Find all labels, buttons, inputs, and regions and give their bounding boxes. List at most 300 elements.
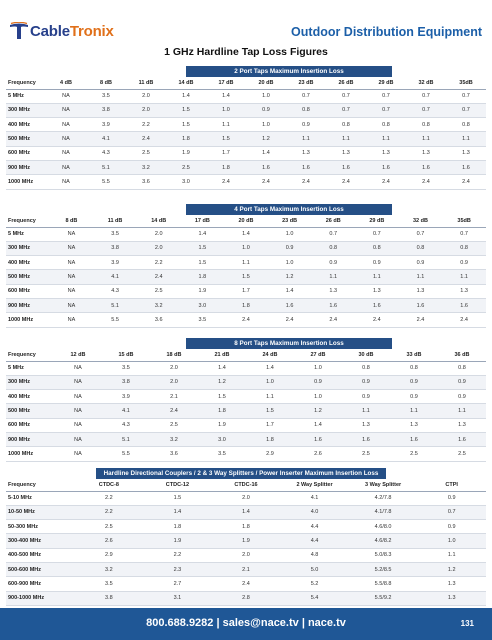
loss-value-cell: 5.0 — [280, 562, 349, 576]
loss-value-cell: 2.4 — [150, 404, 198, 418]
loss-value-cell: 4.1 — [86, 132, 126, 146]
loss-value-cell: 3.9 — [86, 118, 126, 132]
loss-value-cell: 5.5/9.2 — [349, 591, 418, 605]
frequency-cell: 1000 MHz — [6, 313, 50, 327]
loss-value-cell: NA — [50, 298, 94, 312]
loss-value-cell: 1.6 — [268, 298, 312, 312]
loss-value-cell: 2.0 — [212, 491, 281, 505]
column-header: 3 Way Splitter — [349, 479, 418, 491]
loss-value-cell: 0.9 — [438, 390, 486, 404]
loss-value-cell: 1.0 — [268, 256, 312, 270]
loss-value-cell: NA — [50, 270, 94, 284]
loss-value-cell: 0.8 — [390, 361, 438, 375]
loss-value-cell: 0.7 — [417, 505, 486, 519]
loss-value-cell: 1.3 — [390, 418, 438, 432]
column-header: 12 dB — [54, 349, 102, 361]
loss-value-cell: 4.3 — [102, 418, 150, 432]
loss-value-cell: 3.9 — [102, 390, 150, 404]
column-header: 23 dB — [286, 77, 326, 89]
loss-value-cell: 2.4 — [355, 313, 399, 327]
loss-value-cell: 1.6 — [294, 432, 342, 446]
loss-value-cell: 0.8 — [446, 118, 486, 132]
column-header: 11 dB — [93, 215, 137, 227]
loss-value-cell: 3.2 — [75, 562, 144, 576]
column-header: 4 dB — [46, 77, 86, 89]
loss-value-cell: 2.4 — [366, 175, 406, 189]
logo-text: CableTronix — [30, 22, 114, 40]
loss-value-cell: 1.0 — [246, 89, 286, 103]
loss-value-cell: 3.1 — [143, 591, 212, 605]
loss-value-cell: 1.4 — [212, 505, 281, 519]
loss-value-cell: 3.5 — [102, 361, 150, 375]
loss-value-cell: NA — [54, 404, 102, 418]
loss-value-cell: 1.1 — [366, 132, 406, 146]
loss-value-cell: 4.3 — [86, 146, 126, 160]
frequency-cell: 5 MHz — [6, 89, 46, 103]
loss-value-cell: 0.9 — [294, 375, 342, 389]
loss-value-cell: 1.5 — [224, 270, 268, 284]
table-row — [6, 548, 486, 562]
column-header: 35dB — [442, 215, 486, 227]
loss-value-cell: 2.0 — [137, 241, 181, 255]
frequency-cell: 600 MHz — [6, 146, 46, 160]
column-header: 20 dB — [246, 77, 286, 89]
loss-value-cell: 2.1 — [212, 562, 281, 576]
loss-value-cell: 3.8 — [102, 375, 150, 389]
loss-value-cell: 1.5 — [198, 390, 246, 404]
loss-value-cell: NA — [50, 313, 94, 327]
loss-value-cell: 1.8 — [224, 298, 268, 312]
loss-value-cell: NA — [50, 284, 94, 298]
column-header: 17 dB — [181, 215, 225, 227]
loss-value-cell: 3.5 — [93, 227, 137, 241]
loss-value-cell: 3.6 — [137, 313, 181, 327]
loss-value-cell: NA — [50, 256, 94, 270]
frequency-cell: 600 MHz — [6, 284, 50, 298]
loss-value-cell: 1.3 — [326, 146, 366, 160]
loss-value-cell: 0.9 — [311, 256, 355, 270]
table-row — [6, 520, 486, 534]
four-port-taps-section — [6, 204, 486, 328]
loss-value-cell: 5.2/8.5 — [349, 562, 418, 576]
table-header-row — [6, 215, 486, 227]
loss-value-cell: NA — [54, 432, 102, 446]
loss-value-cell: 1.3 — [286, 146, 326, 160]
loss-value-cell: 0.8 — [311, 241, 355, 255]
loss-value-cell: 2.0 — [137, 227, 181, 241]
loss-value-cell: 1.2 — [268, 270, 312, 284]
loss-value-cell: 3.0 — [198, 432, 246, 446]
loss-table — [6, 349, 486, 462]
loss-value-cell: NA — [54, 361, 102, 375]
loss-value-cell: 0.9 — [390, 375, 438, 389]
loss-value-cell: 1.6 — [366, 160, 406, 174]
loss-value-cell: 1.4 — [198, 361, 246, 375]
loss-value-cell: 1.6 — [311, 298, 355, 312]
loss-value-cell: 5.1 — [86, 160, 126, 174]
loss-value-cell: 2.2 — [143, 548, 212, 562]
table-row — [6, 577, 486, 591]
frequency-cell: 50-300 MHz — [6, 520, 75, 534]
loss-value-cell: 3.5 — [86, 89, 126, 103]
loss-value-cell: 1.5 — [143, 491, 212, 505]
frequency-cell: 600-900 MHz — [6, 577, 75, 591]
column-header: 23 dB — [268, 215, 312, 227]
loss-value-cell: 1.4 — [224, 227, 268, 241]
table-header-row — [6, 77, 486, 89]
loss-value-cell: 4.1/7.8 — [349, 505, 418, 519]
loss-value-cell: 4.2/7.8 — [349, 491, 418, 505]
table-header-row — [6, 349, 486, 361]
loss-value-cell: 1.8 — [212, 520, 281, 534]
loss-value-cell: 1.8 — [198, 404, 246, 418]
loss-value-cell: 5.1 — [102, 432, 150, 446]
loss-value-cell: 1.9 — [181, 284, 225, 298]
loss-value-cell: 1.5 — [206, 132, 246, 146]
loss-value-cell: 2.5 — [150, 418, 198, 432]
loss-value-cell: 1.1 — [406, 132, 446, 146]
loss-value-cell: 1.0 — [294, 390, 342, 404]
couplers-splitters-section — [6, 468, 486, 606]
loss-value-cell: 2.2 — [75, 491, 144, 505]
loss-value-cell: 2.4 — [206, 175, 246, 189]
loss-value-cell: 1.0 — [417, 534, 486, 548]
frequency-cell: 500 MHz — [6, 132, 46, 146]
frequency-cell: 300 MHz — [6, 241, 50, 255]
loss-value-cell: 0.9 — [438, 375, 486, 389]
table-row — [6, 132, 486, 146]
loss-table — [6, 479, 486, 606]
loss-value-cell: 3.9 — [93, 256, 137, 270]
loss-value-cell: 3.0 — [166, 175, 206, 189]
table-row — [6, 418, 486, 432]
table-title: 8 Port Taps Maximum Insertion Loss — [186, 338, 392, 349]
loss-value-cell: NA — [46, 132, 86, 146]
table-row — [6, 298, 486, 312]
column-header: 2 Way Splitter — [280, 479, 349, 491]
loss-value-cell: 1.1 — [286, 132, 326, 146]
loss-value-cell: 1.9 — [198, 418, 246, 432]
loss-value-cell: 2.4 — [399, 313, 443, 327]
loss-value-cell: 4.6/8.0 — [349, 520, 418, 534]
loss-value-cell: 1.3 — [446, 146, 486, 160]
loss-value-cell: 1.3 — [442, 284, 486, 298]
header-tagline: Outdoor Distribution Equipment — [291, 25, 482, 39]
column-header: 26 dB — [311, 215, 355, 227]
table-row — [6, 270, 486, 284]
loss-value-cell: NA — [54, 447, 102, 461]
column-header: Frequency — [6, 479, 75, 491]
loss-value-cell: 1.1 — [390, 404, 438, 418]
loss-value-cell: 1.2 — [246, 132, 286, 146]
loss-value-cell: 4.1 — [102, 404, 150, 418]
loss-value-cell: 0.7 — [446, 89, 486, 103]
loss-value-cell: 2.9 — [75, 548, 144, 562]
column-header: 26 dB — [326, 77, 366, 89]
column-header: Frequency — [6, 349, 54, 361]
loss-value-cell: 1.1 — [399, 270, 443, 284]
table-title: Hardline Directional Couplers / 2 & 3 Way Splitters / Power Inserter Maximum Insertion Loss — [96, 468, 386, 479]
column-header: 27 dB — [294, 349, 342, 361]
frequency-cell: 900-1000 MHz — [6, 591, 75, 605]
loss-value-cell: 1.0 — [246, 375, 294, 389]
frequency-cell: 400 MHz — [6, 256, 50, 270]
loss-value-cell: 3.6 — [126, 175, 166, 189]
loss-value-cell: 2.5 — [126, 146, 166, 160]
table-row — [6, 562, 486, 576]
loss-value-cell: 2.0 — [126, 103, 166, 117]
loss-value-cell: 1.0 — [294, 361, 342, 375]
loss-value-cell: 2.6 — [75, 534, 144, 548]
page-footer — [0, 608, 492, 640]
loss-value-cell: 0.8 — [442, 241, 486, 255]
loss-value-cell: 0.9 — [442, 256, 486, 270]
loss-value-cell: 0.9 — [342, 390, 390, 404]
loss-value-cell: 0.7 — [366, 103, 406, 117]
loss-value-cell: 2.5 — [390, 447, 438, 461]
loss-value-cell: 2.2 — [137, 256, 181, 270]
table-title: 2 Port Taps Maximum Insertion Loss — [186, 66, 392, 77]
loss-value-cell: 5.2 — [280, 577, 349, 591]
loss-value-cell: 4.3 — [93, 284, 137, 298]
loss-value-cell: 2.0 — [150, 375, 198, 389]
loss-value-cell: 1.3 — [366, 146, 406, 160]
frequency-cell: 500 MHz — [6, 270, 50, 284]
loss-value-cell: NA — [46, 118, 86, 132]
cabletronix-logo — [8, 22, 114, 40]
column-header: 15 dB — [102, 349, 150, 361]
table-row — [6, 361, 486, 375]
frequency-cell: 400 MHz — [6, 118, 46, 132]
table-row — [6, 146, 486, 160]
loss-value-cell: 2.4 — [311, 313, 355, 327]
loss-value-cell: 1.4 — [181, 227, 225, 241]
loss-value-cell: 2.4 — [286, 175, 326, 189]
loss-value-cell: 4.8 — [280, 548, 349, 562]
loss-value-cell: 0.9 — [417, 491, 486, 505]
frequency-cell: 500-600 MHz — [6, 562, 75, 576]
loss-value-cell: 0.7 — [326, 103, 366, 117]
loss-value-cell: 0.8 — [355, 241, 399, 255]
loss-value-cell: 2.5 — [166, 160, 206, 174]
loss-value-cell: 3.2 — [137, 298, 181, 312]
loss-value-cell: 3.8 — [93, 241, 137, 255]
loss-value-cell: 1.6 — [438, 432, 486, 446]
loss-value-cell: 1.0 — [206, 103, 246, 117]
loss-value-cell: 3.5 — [181, 313, 225, 327]
loss-value-cell: NA — [54, 375, 102, 389]
loss-value-cell: 2.4 — [268, 313, 312, 327]
loss-value-cell: 2.4 — [446, 175, 486, 189]
loss-value-cell: 1.6 — [390, 432, 438, 446]
column-header: Frequency — [6, 215, 50, 227]
table-row — [6, 404, 486, 418]
table-title: 4 Port Taps Maximum Insertion Loss — [186, 204, 392, 215]
frequency-cell: 5 MHz — [6, 227, 50, 241]
loss-value-cell: NA — [46, 103, 86, 117]
eight-port-taps-section — [6, 338, 486, 462]
loss-value-cell: 1.1 — [438, 404, 486, 418]
loss-value-cell: 1.3 — [399, 284, 443, 298]
table-row — [6, 160, 486, 174]
frequency-cell: 5-10 MHz — [6, 491, 75, 505]
loss-value-cell: 2.4 — [442, 313, 486, 327]
loss-value-cell: 0.9 — [417, 520, 486, 534]
column-header: 21 dB — [198, 349, 246, 361]
loss-value-cell: 2.5 — [342, 447, 390, 461]
loss-value-cell: 3.5 — [198, 447, 246, 461]
loss-value-cell: 0.9 — [268, 241, 312, 255]
loss-value-cell: 2.4 — [224, 313, 268, 327]
loss-value-cell: 0.7 — [366, 89, 406, 103]
loss-value-cell: 2.0 — [212, 548, 281, 562]
column-header: 24 dB — [246, 349, 294, 361]
loss-value-cell: 1.1 — [417, 548, 486, 562]
loss-value-cell: 2.4 — [126, 132, 166, 146]
loss-value-cell: 0.8 — [286, 103, 326, 117]
loss-value-cell: 4.1 — [280, 491, 349, 505]
loss-value-cell: 3.6 — [150, 447, 198, 461]
loss-value-cell: 0.7 — [399, 227, 443, 241]
frequency-cell: 300-400 MHz — [6, 534, 75, 548]
loss-value-cell: 0.8 — [342, 361, 390, 375]
loss-value-cell: NA — [46, 146, 86, 160]
loss-value-cell: 3.2 — [126, 160, 166, 174]
loss-value-cell: 2.6 — [294, 447, 342, 461]
loss-value-cell: 1.1 — [246, 390, 294, 404]
loss-value-cell: 2.7 — [143, 577, 212, 591]
table-row — [6, 256, 486, 270]
column-header: 29 dB — [355, 215, 399, 227]
loss-value-cell: 1.5 — [166, 118, 206, 132]
loss-value-cell: 1.4 — [246, 361, 294, 375]
table-row — [6, 241, 486, 255]
contact-info: 800.688.9282 | sales@nace.tv | nace.tv — [146, 617, 346, 629]
column-header: 14 dB — [166, 77, 206, 89]
loss-value-cell: 3.8 — [86, 103, 126, 117]
frequency-cell: 900 MHz — [6, 160, 46, 174]
loss-value-cell: 5.0/8.3 — [349, 548, 418, 562]
table-row — [6, 103, 486, 117]
frequency-cell: 400 MHz — [6, 390, 54, 404]
loss-value-cell: 1.6 — [406, 160, 446, 174]
loss-value-cell: 5.5 — [86, 175, 126, 189]
loss-value-cell: 0.7 — [442, 227, 486, 241]
loss-value-cell: 1.9 — [143, 534, 212, 548]
loss-value-cell: 0.8 — [399, 241, 443, 255]
loss-value-cell: 2.9 — [246, 447, 294, 461]
frequency-cell: 900 MHz — [6, 432, 54, 446]
loss-value-cell: 0.9 — [390, 390, 438, 404]
two-port-taps-section — [6, 66, 486, 190]
loss-value-cell: 1.1 — [206, 118, 246, 132]
column-header: 35dB — [446, 77, 486, 89]
loss-value-cell: 3.5 — [75, 577, 144, 591]
loss-value-cell: 3.8 — [75, 591, 144, 605]
loss-value-cell: 5.5 — [93, 313, 137, 327]
column-header: 8 dB — [86, 77, 126, 89]
frequency-cell: 1000 MHz — [6, 175, 46, 189]
loss-value-cell: 2.1 — [150, 390, 198, 404]
column-header: 17 dB — [206, 77, 246, 89]
column-header: CTDC-16 — [212, 479, 281, 491]
loss-value-cell: 1.3 — [406, 146, 446, 160]
loss-value-cell: 1.2 — [198, 375, 246, 389]
loss-value-cell: 1.6 — [342, 432, 390, 446]
column-header: 30 dB — [342, 349, 390, 361]
loss-value-cell: 1.8 — [166, 132, 206, 146]
loss-value-cell: 1.6 — [326, 160, 366, 174]
loss-value-cell: NA — [54, 418, 102, 432]
column-header: 8 dB — [50, 215, 94, 227]
loss-value-cell: 0.9 — [246, 103, 286, 117]
loss-value-cell: 1.4 — [143, 505, 212, 519]
loss-value-cell: 1.6 — [446, 160, 486, 174]
loss-value-cell: 5.5 — [102, 447, 150, 461]
table-row — [6, 491, 486, 505]
loss-value-cell: 4.6/8.2 — [349, 534, 418, 548]
loss-value-cell: 0.8 — [406, 118, 446, 132]
loss-value-cell: 1.9 — [166, 146, 206, 160]
loss-value-cell: 1.2 — [417, 562, 486, 576]
loss-value-cell: 1.1 — [326, 132, 366, 146]
loss-value-cell: 0.9 — [342, 375, 390, 389]
loss-value-cell: 5.1 — [93, 298, 137, 312]
loss-value-cell: 1.8 — [143, 520, 212, 534]
loss-value-cell: 0.7 — [326, 89, 366, 103]
loss-value-cell: 3.2 — [150, 432, 198, 446]
loss-value-cell: 2.5 — [75, 520, 144, 534]
loss-value-cell: 2.4 — [212, 577, 281, 591]
logo-t-icon — [8, 22, 30, 40]
loss-value-cell: 0.7 — [406, 89, 446, 103]
frequency-cell: 400-500 MHz — [6, 548, 75, 562]
loss-value-cell: 2.2 — [75, 505, 144, 519]
table-row — [6, 313, 486, 327]
loss-value-cell: 4.1 — [93, 270, 137, 284]
loss-value-cell: 1.4 — [268, 284, 312, 298]
frequency-cell: 600 MHz — [6, 418, 54, 432]
loss-value-cell: 4.4 — [280, 520, 349, 534]
column-header: CTDC-8 — [75, 479, 144, 491]
loss-value-cell: 0.7 — [311, 227, 355, 241]
loss-value-cell: NA — [50, 227, 94, 241]
loss-value-cell: 5.4 — [280, 591, 349, 605]
loss-value-cell: 1.2 — [294, 404, 342, 418]
loss-value-cell: 1.1 — [442, 270, 486, 284]
loss-value-cell: 1.1 — [224, 256, 268, 270]
frequency-cell: 5 MHz — [6, 361, 54, 375]
loss-value-cell: NA — [46, 89, 86, 103]
column-header: 36 dB — [438, 349, 486, 361]
table-row — [6, 447, 486, 461]
loss-value-cell: 0.7 — [446, 103, 486, 117]
loss-value-cell: 0.8 — [326, 118, 366, 132]
loss-value-cell: 2.8 — [212, 591, 281, 605]
frequency-cell: 300 MHz — [6, 375, 54, 389]
loss-value-cell: 1.7 — [246, 418, 294, 432]
frequency-cell: 500 MHz — [6, 404, 54, 418]
loss-value-cell: 0.8 — [366, 118, 406, 132]
table-row — [6, 175, 486, 189]
loss-value-cell: 1.4 — [206, 89, 246, 103]
loss-value-cell: 1.1 — [446, 132, 486, 146]
page-header — [0, 0, 492, 40]
table-row — [6, 118, 486, 132]
loss-value-cell: 4.4 — [280, 534, 349, 548]
loss-value-cell: 2.3 — [143, 562, 212, 576]
table-row — [6, 505, 486, 519]
